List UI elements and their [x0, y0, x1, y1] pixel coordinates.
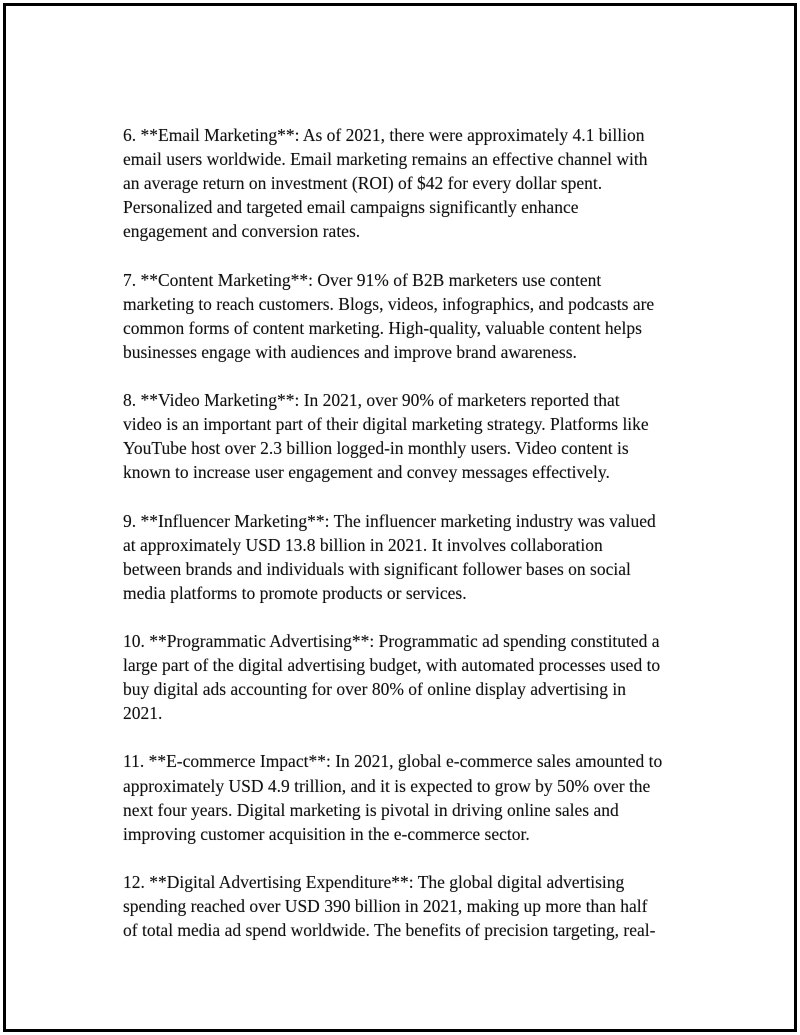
text-line: 10. **Programmatic Advertising**: Programmatic ad spending constituted a: [123, 630, 660, 651]
text-line: of total media ad spend worldwide. The benefits of precision targeting, real-: [123, 920, 656, 941]
text-line: media platforms to promote products or services.: [123, 582, 467, 603]
page-frame: [3, 3, 797, 1032]
document-body: [123, 123, 698, 966]
text-line: businesses engage with audiences and improve brand awareness.: [123, 341, 577, 362]
text-line: spending reached over USD 390 billion in 2021, making up more than half: [123, 896, 648, 916]
text-line: 9. **Influencer Marketing**: The influencer marketing industry was valued: [123, 510, 656, 531]
paragraph-programmatic-advertising: [123, 629, 698, 725]
text-line: marketing to reach customers. Blogs, videos, infographics, and podcasts are: [123, 293, 655, 314]
text-line: buy digital ads accounting for over 80% of online display advertising in: [123, 679, 627, 700]
text-line: at approximately USD 13.8 billion in 2021. It involves collaboration: [123, 534, 603, 555]
paragraph-video-marketing: [123, 388, 698, 484]
text-line: known to increase user engagement and convey messages effectively.: [123, 462, 610, 483]
paragraph-digital-advertising-expenditure: [123, 870, 698, 942]
text-line: 7. **Content Marketing**: Over 91% of B2B marketers use content: [123, 269, 602, 290]
text-line: Personalized and targeted email campaigns significantly enhance: [123, 197, 579, 218]
text-line: engagement and conversion rates.: [123, 221, 361, 242]
paragraph-content-marketing: [123, 268, 698, 364]
paragraph-influencer-marketing: [123, 509, 698, 605]
text-line: 12. **Digital Advertising Expenditure**: The global digital advertising: [123, 871, 625, 892]
text-line: video is an important part of their digital marketing strategy. Platforms like: [123, 414, 649, 435]
text-line: common forms of content marketing. High-quality, valuable content helps: [123, 317, 642, 338]
text-line: 2021.: [123, 703, 163, 724]
text-line: an average return on investment (ROI) of $42 for every dollar spent.: [123, 173, 603, 194]
text-line: YouTube host over 2.3 billion logged-in monthly users. Video content is: [123, 438, 629, 459]
text-line: improving customer acquisition in the e-commerce sector.: [123, 823, 530, 844]
paragraph-ecommerce-impact: [123, 749, 698, 845]
text-line: 6. **Email Marketing**: As of 2021, there were approximately 4.1 billion: [123, 125, 645, 145]
text-line: email users worldwide. Email marketing remains an effective channel with: [123, 149, 648, 170]
text-line: between brands and individuals with significant follower bases on social: [123, 558, 631, 579]
text-line: next four years. Digital marketing is pivotal in driving online sales and: [123, 799, 619, 820]
text-line: 8. **Video Marketing**: In 2021, over 90% of marketers reported that: [123, 390, 620, 411]
paragraph-email-marketing: [123, 123, 698, 243]
text-line: large part of the digital advertising budget, with automated processes used to: [123, 655, 661, 676]
text-line: 11. **E-commerce Impact**: In 2021, global e-commerce sales amounted to: [123, 751, 663, 772]
text-line: approximately USD 4.9 trillion, and it is expected to grow by 50% over the: [123, 775, 651, 796]
